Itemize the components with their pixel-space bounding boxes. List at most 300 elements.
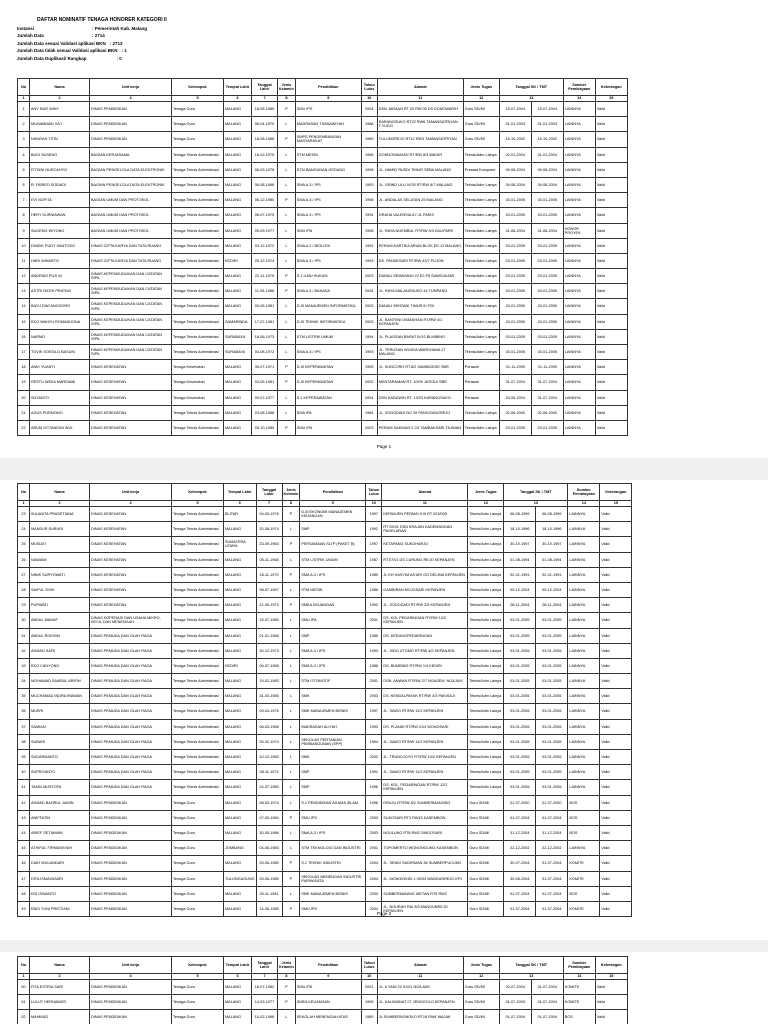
cell-jenis-kelamin: L (282, 613, 300, 628)
cell-sumber-pembiayaan: HONOR PROYEK (563, 223, 595, 238)
cell-alamat: JL. PLAOSAN BARAT III/10 BLIMBING (377, 329, 463, 344)
cell-keterangan: Valid (600, 795, 632, 810)
cell-tanggal-lahir: 22-11-1979 (252, 269, 278, 284)
cell-no: 28 (18, 582, 30, 597)
cell-no: 27 (18, 567, 30, 582)
header-field-value: : 2713 (109, 40, 123, 46)
cell-no: 37 (18, 719, 30, 734)
cell-no: 40 (18, 765, 30, 780)
cell-unit-kerja: DINAS CIPTA KARYA DAN TATA RUANG (90, 238, 172, 253)
column-number: 8 (282, 501, 300, 507)
cell-tanggal-lahir: 08-03-1974 (256, 795, 282, 810)
cell-kelompok: Tenaga Teknis Administrasi (172, 223, 224, 238)
cell-nama: SAIFUL GOIK (30, 582, 90, 597)
column-number: 12 (468, 501, 504, 507)
cell-tempat-lahir: MALANG (224, 901, 257, 916)
table-row (18, 995, 628, 1010)
cell-keterangan: Valid (595, 162, 627, 177)
cell-jenis-kelamin: P (282, 598, 300, 613)
column-header-sumber-pembiayaan: Sumber Pembiayaan (563, 79, 595, 96)
cell-sumber-pembiayaan: LAINNYA (568, 841, 600, 856)
cell-jenis-tugas: Guru SD/MI (463, 995, 499, 1010)
cell-tmt: 03-01-2005 (531, 284, 563, 299)
cell-tanggal-lahir: 05-09-1977 (252, 223, 278, 238)
cell-keterangan: Valid (595, 314, 627, 329)
cell-tmt: 01-07-2004 (536, 871, 568, 886)
cell-keterangan: Valid (600, 719, 632, 734)
column-number: 10 (361, 974, 377, 980)
cell-nama: DITA ISMAYASARI (30, 871, 90, 886)
cell-alamat: JL. BANTENI DIMASHAN RT/RW 4/1 KEPANJEN (377, 314, 463, 329)
header-field-key: Instansi (17, 25, 35, 31)
cell-tanggal-sk: 01-07-2004 (499, 1010, 531, 1024)
cell-kelompok: Tenaga Teknis Administrasi (172, 314, 224, 329)
cell-tanggal-sk: 24-05-2004 (499, 390, 531, 405)
cell-unit-kerja: DINAS PENDIDIKAN (90, 856, 172, 871)
cell-keterangan: Valid (600, 780, 632, 795)
cell-keterangan: Valid (595, 102, 627, 117)
cell-alamat: JL KH HASYIM AS'ARI GG DELIMA KEPANJEN (382, 567, 468, 582)
cell-tahun-lulus: 1989 (361, 1010, 377, 1024)
cell-tempat-lahir: MALANG (224, 613, 257, 628)
document-header (17, 17, 167, 62)
cell-no: 30 (18, 613, 30, 628)
column-header-jenis-tugas: Jenis Tugas (463, 79, 499, 96)
cell-keterangan: Valid (595, 405, 627, 420)
cell-tmt: 03-01-2005 (536, 643, 568, 658)
cell-kelompok: Tenaga Teknis Administrasi (172, 567, 224, 582)
table-row (18, 420, 628, 435)
cell-tmt: 01-07-2004 (531, 390, 563, 405)
cell-no: 18 (18, 360, 30, 375)
column-number: 11 (382, 501, 468, 507)
cell-jenis-kelamin: L (282, 582, 300, 597)
cell-tahun-lulus: 1988 (361, 117, 377, 132)
cell-alamat: JL. SODODADI RT/RW 2/5 KEPANJEN (382, 598, 468, 613)
cell-tahun-lulus: 2004 (361, 284, 377, 299)
cell-pendidikan: D-III KEPERAWATAN (295, 375, 361, 390)
cell-tanggal-lahir: 08-11-1974 (256, 765, 282, 780)
cell-sumber-pembiayaan: LAINNYA (563, 269, 595, 284)
cell-tempat-lahir: MALANG (224, 704, 257, 719)
cell-keterangan: Valid (600, 886, 632, 901)
cell-nama: ABDUL ROKHIM (30, 628, 90, 643)
column-header-pendidikan: Pendidikan (295, 79, 361, 96)
cell-tempat-lahir: SUMATERA UTARA (224, 537, 257, 552)
cell-tahun-lulus: 2001 (366, 613, 382, 628)
cell-alamat: DSN. ANWAN RT/RW 2/7 NGASEM, NGAJUM (382, 674, 468, 689)
table-row (18, 177, 628, 192)
column-header-nama: Nama (30, 957, 90, 974)
table-row (18, 795, 632, 810)
cell-kelompok: Tenaga Teknis Administrasi (172, 253, 224, 268)
cell-tempat-lahir: MALANG (224, 132, 252, 147)
table-row (18, 162, 628, 177)
cell-sumber-pembiayaan: KOMITE (568, 901, 600, 916)
column-header-jenis-kelamin: Jenis Kelamin (282, 484, 300, 501)
cell-nama: DIAH WULANDARI (30, 856, 90, 871)
cell-tempat-lahir: MALANG (224, 674, 257, 689)
cell-pendidikan: S.1 PENDIDIKAN AGAMA ISLAM (300, 795, 366, 810)
cell-no: 3 (18, 132, 30, 147)
column-number: 13 (504, 501, 568, 507)
cell-jenis-kelamin: P (278, 284, 296, 299)
cell-jenis-tugas: Guru SD/MI (463, 102, 499, 117)
cell-tahun-lulus: 1984 (361, 405, 377, 420)
table-row (18, 345, 628, 360)
cell-unit-kerja: DINAS PENDIDIKAN (90, 980, 172, 995)
document-page-1 (0, 0, 768, 458)
cell-jenis-tugas: Guru SD/MI (463, 1010, 499, 1024)
cell-tanggal-lahir: 07-09-1984 (256, 810, 282, 825)
cell-alamat: GONDONWANGI RT/RW 8/3 WAGIR (377, 147, 463, 162)
cell-pendidikan: SMA A.2 / BIOLOGI (295, 238, 361, 253)
header-field (17, 40, 167, 48)
cell-tahun-lulus: 1994 (361, 208, 377, 223)
cell-no: 34 (18, 674, 30, 689)
cell-tahun-lulus: 2004 (366, 871, 382, 886)
cell-tempat-lahir: MALANG (224, 284, 252, 299)
cell-alamat: JL. SENDI SUDIRMAN 36 SUMBERPUCUNG (382, 856, 468, 871)
cell-tempat-lahir: MALANG (224, 177, 252, 192)
cell-tahun-lulus: 1998 (361, 193, 377, 208)
cell-no: 41 (18, 780, 30, 795)
cell-kelompok: Tenaga Guru (172, 795, 224, 810)
cell-unit-kerja: DINAS KESEHATAN (90, 375, 172, 390)
cell-tanggal-lahir: 18-08-1968 (252, 132, 278, 147)
cell-nama: ARUM OCTANDINI WIJI (30, 420, 90, 435)
cell-unit-kerja: DINAS KESEHATAN (90, 567, 172, 582)
cell-tmt: 03-01-2005 (536, 780, 568, 795)
cell-no: 46 (18, 856, 30, 871)
cell-unit-kerja: DINAS KESEHATAN (90, 537, 172, 552)
cell-sumber-pembiayaan: LAINNYA (563, 360, 595, 375)
cell-tempat-lahir: JOMBANG (224, 841, 257, 856)
cell-kelompok: Tenaga Kesehatan (172, 360, 224, 375)
cell-nama: ATHIFUL FIRMANSYAH (30, 841, 90, 856)
cell-tahun-lulus: 1993 (361, 253, 377, 268)
column-number: 11 (377, 974, 463, 980)
cell-jenis-tugas: Perawat (463, 390, 499, 405)
cell-tahun-lulus: 2000 (366, 886, 382, 901)
cell-tmt: 03-01-2005 (536, 689, 568, 704)
cell-tanggal-sk: 01-08-1994 (504, 552, 536, 567)
table-header-row (18, 957, 628, 974)
cell-no: 42 (18, 795, 30, 810)
cell-sumber-pembiayaan: LAINNYA (563, 420, 595, 435)
cell-unit-kerja: DINAS PENDIDIKAN (90, 901, 172, 916)
table-row (18, 628, 632, 643)
cell-alamat: JL. RAYA NGEMBUL RT/RW 9/3 KALIPARE (377, 223, 463, 238)
cell-tempat-lahir: KEDIRI (224, 658, 257, 673)
cell-alamat: DS. KOL. PEDARINGAN RT/RW 12/2 KEPANJEN (382, 780, 468, 795)
cell-tmt: 03-01-2005 (536, 628, 568, 643)
column-number: 5 (172, 96, 224, 102)
cell-tanggal-lahir: 10-10-1983 (256, 750, 282, 765)
column-header-unit-kerja: Unit kerja (90, 957, 172, 974)
cell-nama: ENIS YUNI PRISTIANI (30, 901, 90, 916)
cell-nama: EKO CAHYONO (30, 658, 90, 673)
cell-jenis-tugas: Teknis/Adm Lainya (468, 522, 504, 537)
table-row (18, 253, 628, 268)
cell-pendidikan: S.1 KEPERAWATAN (295, 390, 361, 405)
cell-no: 22 (18, 420, 30, 435)
cell-unit-kerja: DINAS KESEHATAN (90, 552, 172, 567)
cell-jenis-kelamin: L (278, 117, 296, 132)
cell-kelompok: Tenaga Teknis Administrasi (172, 750, 224, 765)
cell-jenis-kelamin: L (278, 238, 296, 253)
cell-alamat: JL. SODODADI NO 39 PANGGUNGREJO (377, 405, 463, 420)
cell-tanggal-sk: 30-06-2004 (504, 871, 536, 886)
cell-nama: TOVIK SOESILO BASUKI (30, 345, 90, 360)
cell-jenis-kelamin: L (282, 825, 300, 840)
cell-unit-kerja: DINAS PEMUDA DAN OLAH RAGA (90, 719, 172, 734)
cell-kelompok: Tenaga Teknis Administrasi (172, 643, 224, 658)
cell-tanggal-sk: 01-07-2004 (504, 886, 536, 901)
column-number: 6 (224, 974, 252, 980)
cell-alamat: DS. PANDESARI RT/RW 43/7 PUJON (377, 253, 463, 268)
cell-kelompok: Tenaga Teknis Administrasi (172, 162, 224, 177)
cell-no: 13 (18, 284, 30, 299)
cell-tanggal-lahir: 05-11-1968 (256, 552, 282, 567)
cell-tahun-lulus: 1986 (366, 582, 382, 597)
cell-no: 47 (18, 871, 30, 886)
cell-nama: MAHMUD (30, 1010, 90, 1024)
cell-tanggal-sk: 03-01-2005 (499, 269, 531, 284)
column-number: 6 (224, 501, 257, 507)
cell-sumber-pembiayaan: KOMITE (563, 980, 595, 995)
table-row (18, 132, 628, 147)
cell-tmt: 03-01-2005 (536, 719, 568, 734)
cell-kelompok: Tenaga Teknis Administrasi (172, 613, 224, 628)
cell-tmt: 03-01-2005 (536, 613, 568, 628)
column-header-tempat-lahir: Tempat Lahir (224, 957, 252, 974)
cell-tanggal-sk: 06-08-1999 (504, 507, 536, 522)
cell-tempat-lahir: MALANG (224, 147, 252, 162)
cell-tahun-lulus: 1995 (361, 995, 377, 1010)
cell-alamat: JL. SAWO RT/RW 11/2 KEPANJEN (382, 765, 468, 780)
cell-tmt: 03-01-2005 (536, 704, 568, 719)
cell-jenis-tugas: Guru SD/MI (468, 825, 504, 840)
table-row (18, 567, 632, 582)
cell-tanggal-sk: 02-06-2000 (499, 405, 531, 420)
cell-alamat: JL. KUNCORO RT.6/2 SAMBIGEDE SBR (377, 360, 463, 375)
cell-tanggal-lahir: 25-12-1974 (252, 253, 278, 268)
cell-tahun-lulus: 2002 (361, 375, 377, 390)
cell-tempat-lahir: MALANG (224, 719, 257, 734)
cell-jenis-kelamin: P (278, 420, 296, 435)
cell-pendidikan: SMU IPA (295, 223, 361, 238)
cell-jenis-tugas: Teknis/Adm Lainya (468, 734, 504, 749)
cell-jenis-kelamin: L (278, 329, 296, 344)
cell-tmt: 03-01-2005 (531, 193, 563, 208)
cell-tanggal-sk: 03-01-2005 (499, 299, 531, 314)
cell-jenis-kelamin: P (282, 507, 300, 522)
cell-tempat-lahir: MALANG (224, 825, 257, 840)
cell-unit-kerja: DINAS PENDIDIKAN (90, 841, 172, 856)
cell-sumber-pembiayaan: LAINNYA (568, 598, 600, 613)
cell-jenis-tugas: Teknis/Adm Lainya (468, 582, 504, 597)
table-row (18, 689, 632, 704)
cell-jenis-kelamin: L (282, 522, 300, 537)
column-header-no: No (18, 484, 30, 501)
cell-tahun-lulus: 1986 (366, 658, 382, 673)
column-number: 5 (172, 974, 224, 980)
cell-keterangan: Valid (600, 734, 632, 749)
cell-unit-kerja: DINAS PENDIDIKAN (90, 995, 172, 1010)
cell-tempat-lahir: SURABAYA (224, 345, 252, 360)
cell-tahun-lulus: 2003 (366, 810, 382, 825)
cell-alamat: DS. BUMBING RT/RW 1/4 KEDIRI (382, 658, 468, 673)
cell-pendidikan: D-III MANAJEMEN INFORMATIKA (295, 299, 361, 314)
cell-jenis-kelamin: L (278, 177, 296, 192)
cell-tmt: 03-01-2005 (536, 734, 568, 749)
cell-kelompok: Tenaga Teknis Administrasi (172, 238, 224, 253)
cell-no: 31 (18, 628, 30, 643)
cell-keterangan: Valid (600, 507, 632, 522)
cell-tempat-lahir: MALANG (224, 522, 257, 537)
cell-pendidikan: STM TEKNOLOGI DAN INDUSTRI (300, 841, 366, 856)
cell-tempat-lahir: MALANG (224, 162, 252, 177)
cell-sumber-pembiayaan: LAINNYA (568, 674, 600, 689)
column-number: 12 (463, 974, 499, 980)
cell-no: 7 (18, 193, 30, 208)
cell-tanggal-lahir: 06-03-1978 (252, 162, 278, 177)
cell-alamat: NGULUNG RT8 RW2 SINGOSARI (382, 825, 468, 840)
cell-keterangan: Valid (600, 856, 632, 871)
cell-kelompok: Tenaga Guru (172, 132, 224, 147)
cell-jenis-tugas: Guru SD/MI (468, 871, 504, 886)
cell-nama: ANY NUR WINY (30, 102, 90, 117)
cell-tmt: 01-07-2004 (531, 1010, 563, 1024)
cell-pendidikan: MADRASAH TSANAWIYAH (295, 117, 361, 132)
document-page-2 (0, 480, 768, 940)
cell-nama: BUDI SUSENO (30, 147, 90, 162)
cell-nama: ANIK YUANTI (30, 360, 90, 375)
cell-sumber-pembiayaan: LAINNYA (568, 537, 600, 552)
cell-tmt: 01-01-2004 (531, 147, 563, 162)
table-row (18, 810, 632, 825)
cell-sumber-pembiayaan: LAINNYA (568, 567, 600, 582)
cell-unit-kerja: DINAS CIPTA KARYA DAN TATA RUANG (90, 253, 172, 268)
cell-tanggal-lahir: 24-08-1968 (252, 405, 278, 420)
cell-unit-kerja: DINAS PEMUDA DAN OLAH RAGA (90, 734, 172, 749)
cell-no: 44 (18, 825, 30, 840)
cell-tanggal-sk: 03-01-2005 (504, 658, 536, 673)
cell-tanggal-lahir: 10-02-1968 (252, 1010, 278, 1024)
cell-no: 43 (18, 810, 30, 825)
cell-pendidikan: SMA IPA (295, 405, 361, 420)
cell-pendidikan: SMP (300, 765, 366, 780)
cell-tmt: 03-01-2005 (531, 345, 563, 360)
cell-tanggal-sk: 03-01-2005 (499, 284, 531, 299)
cell-jenis-tugas: Teknis/Adm Lainya (468, 704, 504, 719)
cell-sumber-pembiayaan: LAINNYA (568, 552, 600, 567)
table-row (18, 390, 628, 405)
cell-pendidikan: STM MESIN (300, 582, 366, 597)
cell-tanggal-lahir: 09-07-1977 (252, 390, 278, 405)
cell-kelompok: Tenaga Teknis Administrasi (172, 299, 224, 314)
column-number: 2 (30, 96, 90, 102)
cell-tmt: 06-08-1999 (536, 507, 568, 522)
cell-tempat-lahir: KEDIRI (224, 253, 252, 268)
cell-tanggal-sk: 03-01-2005 (504, 734, 536, 749)
cell-no: 52 (18, 1010, 30, 1024)
table-row (18, 643, 632, 658)
cell-alamat: DANAU SEMAYANG IV E2-F5 SAWOJAJAR (377, 269, 463, 284)
cell-keterangan: Valid (600, 567, 632, 582)
cell-jenis-tugas: Teknis/Adm Lainya (463, 208, 499, 223)
cell-no: 32 (18, 643, 30, 658)
cell-tanggal-sk: 03-01-2005 (499, 238, 531, 253)
cell-keterangan: Valid (600, 689, 632, 704)
cell-tahun-lulus: 1995 (361, 360, 377, 375)
cell-unit-kerja: DINAS KOPERASI DAN USAHA MIKRO, KECIL DAN MENENGAH (90, 613, 172, 628)
cell-keterangan: Valid (595, 208, 627, 223)
table-row (18, 886, 632, 901)
cell-jenis-tugas: Guru SD/MI (463, 980, 499, 995)
cell-tanggal-sk: 02-01-1991 (504, 567, 536, 582)
cell-nama: EKO WAHYU ROMADHONA (30, 314, 90, 329)
cell-tempat-lahir: MALANG (224, 780, 257, 795)
column-header-jenis-tugas: Jenis Tugas (463, 957, 499, 974)
cell-jenis-kelamin: L (278, 147, 296, 162)
cell-sumber-pembiayaan: LAINNYA (563, 238, 595, 253)
cell-jenis-tugas: Teknis/Adm Lainya (468, 613, 504, 628)
table-row (18, 825, 632, 840)
column-number: 7 (256, 501, 282, 507)
cell-tmt: 02-06-2000 (531, 405, 563, 420)
cell-sumber-pembiayaan: LAINNYA (563, 284, 595, 299)
cell-tempat-lahir: MALANG (224, 1010, 252, 1024)
cell-tanggal-lahir: 16-02-1975 (252, 147, 278, 162)
cell-pendidikan: SMEA KEUANGAN (300, 598, 366, 613)
cell-tmt: 03-01-2005 (531, 314, 563, 329)
cell-sumber-pembiayaan: LAINNYA (568, 613, 600, 628)
cell-no: 10 (18, 238, 30, 253)
cell-tanggal-lahir: 26-11-1981 (256, 886, 282, 901)
cell-tmt: 15-07-2004 (531, 102, 563, 117)
cell-unit-kerja: BAGIAN PENGELOLA DATA ELEKTRONIK (90, 177, 172, 192)
cell-tmt: 01-07-2004 (536, 901, 568, 916)
cell-tahun-lulus: 1996 (361, 147, 377, 162)
cell-sumber-pembiayaan: LAINNYA (563, 177, 595, 192)
cell-alamat: JL SUMBERNONGKO RT16 RW4 WAJAK (377, 1010, 463, 1024)
cell-tempat-lahir: MALANG (224, 238, 252, 253)
cell-sumber-pembiayaan: LAINNYA (563, 208, 595, 223)
column-number: 11 (377, 96, 463, 102)
cell-tmt: 22-12-2002 (536, 841, 568, 856)
cell-no: 1 (18, 102, 30, 117)
cell-unit-kerja: DINAS PEMUDA DAN OLAH RAGA (90, 643, 172, 658)
cell-nama: ANDRIAS PUJI W. (30, 269, 90, 284)
cell-tmt: 02-01-1991 (536, 567, 568, 582)
cell-kelompok: Tenaga Guru (172, 1010, 224, 1024)
column-number: 14 (563, 96, 595, 102)
column-header-keterangan: Keterangan (595, 79, 627, 96)
cell-pendidikan: SMA A.3 / IPS (300, 825, 366, 840)
cell-tahun-lulus: 1996 (366, 795, 382, 810)
cell-tmt: 01-07-2004 (536, 886, 568, 901)
cell-keterangan: Valid (600, 674, 632, 689)
cell-jenis-kelamin: P (278, 980, 296, 995)
cell-tempat-lahir: TULUNGAGUNG (224, 871, 257, 886)
cell-kelompok: Tenaga Guru (172, 980, 224, 995)
cell-jenis-tugas: Teknis/Adm Lainya (463, 147, 499, 162)
cell-pendidikan: S.1 TEKNIK INDUSTRI (300, 856, 366, 871)
column-header-kelompok: Kelompok (172, 484, 224, 501)
column-header-pendidikan: Pendidikan (295, 957, 361, 974)
